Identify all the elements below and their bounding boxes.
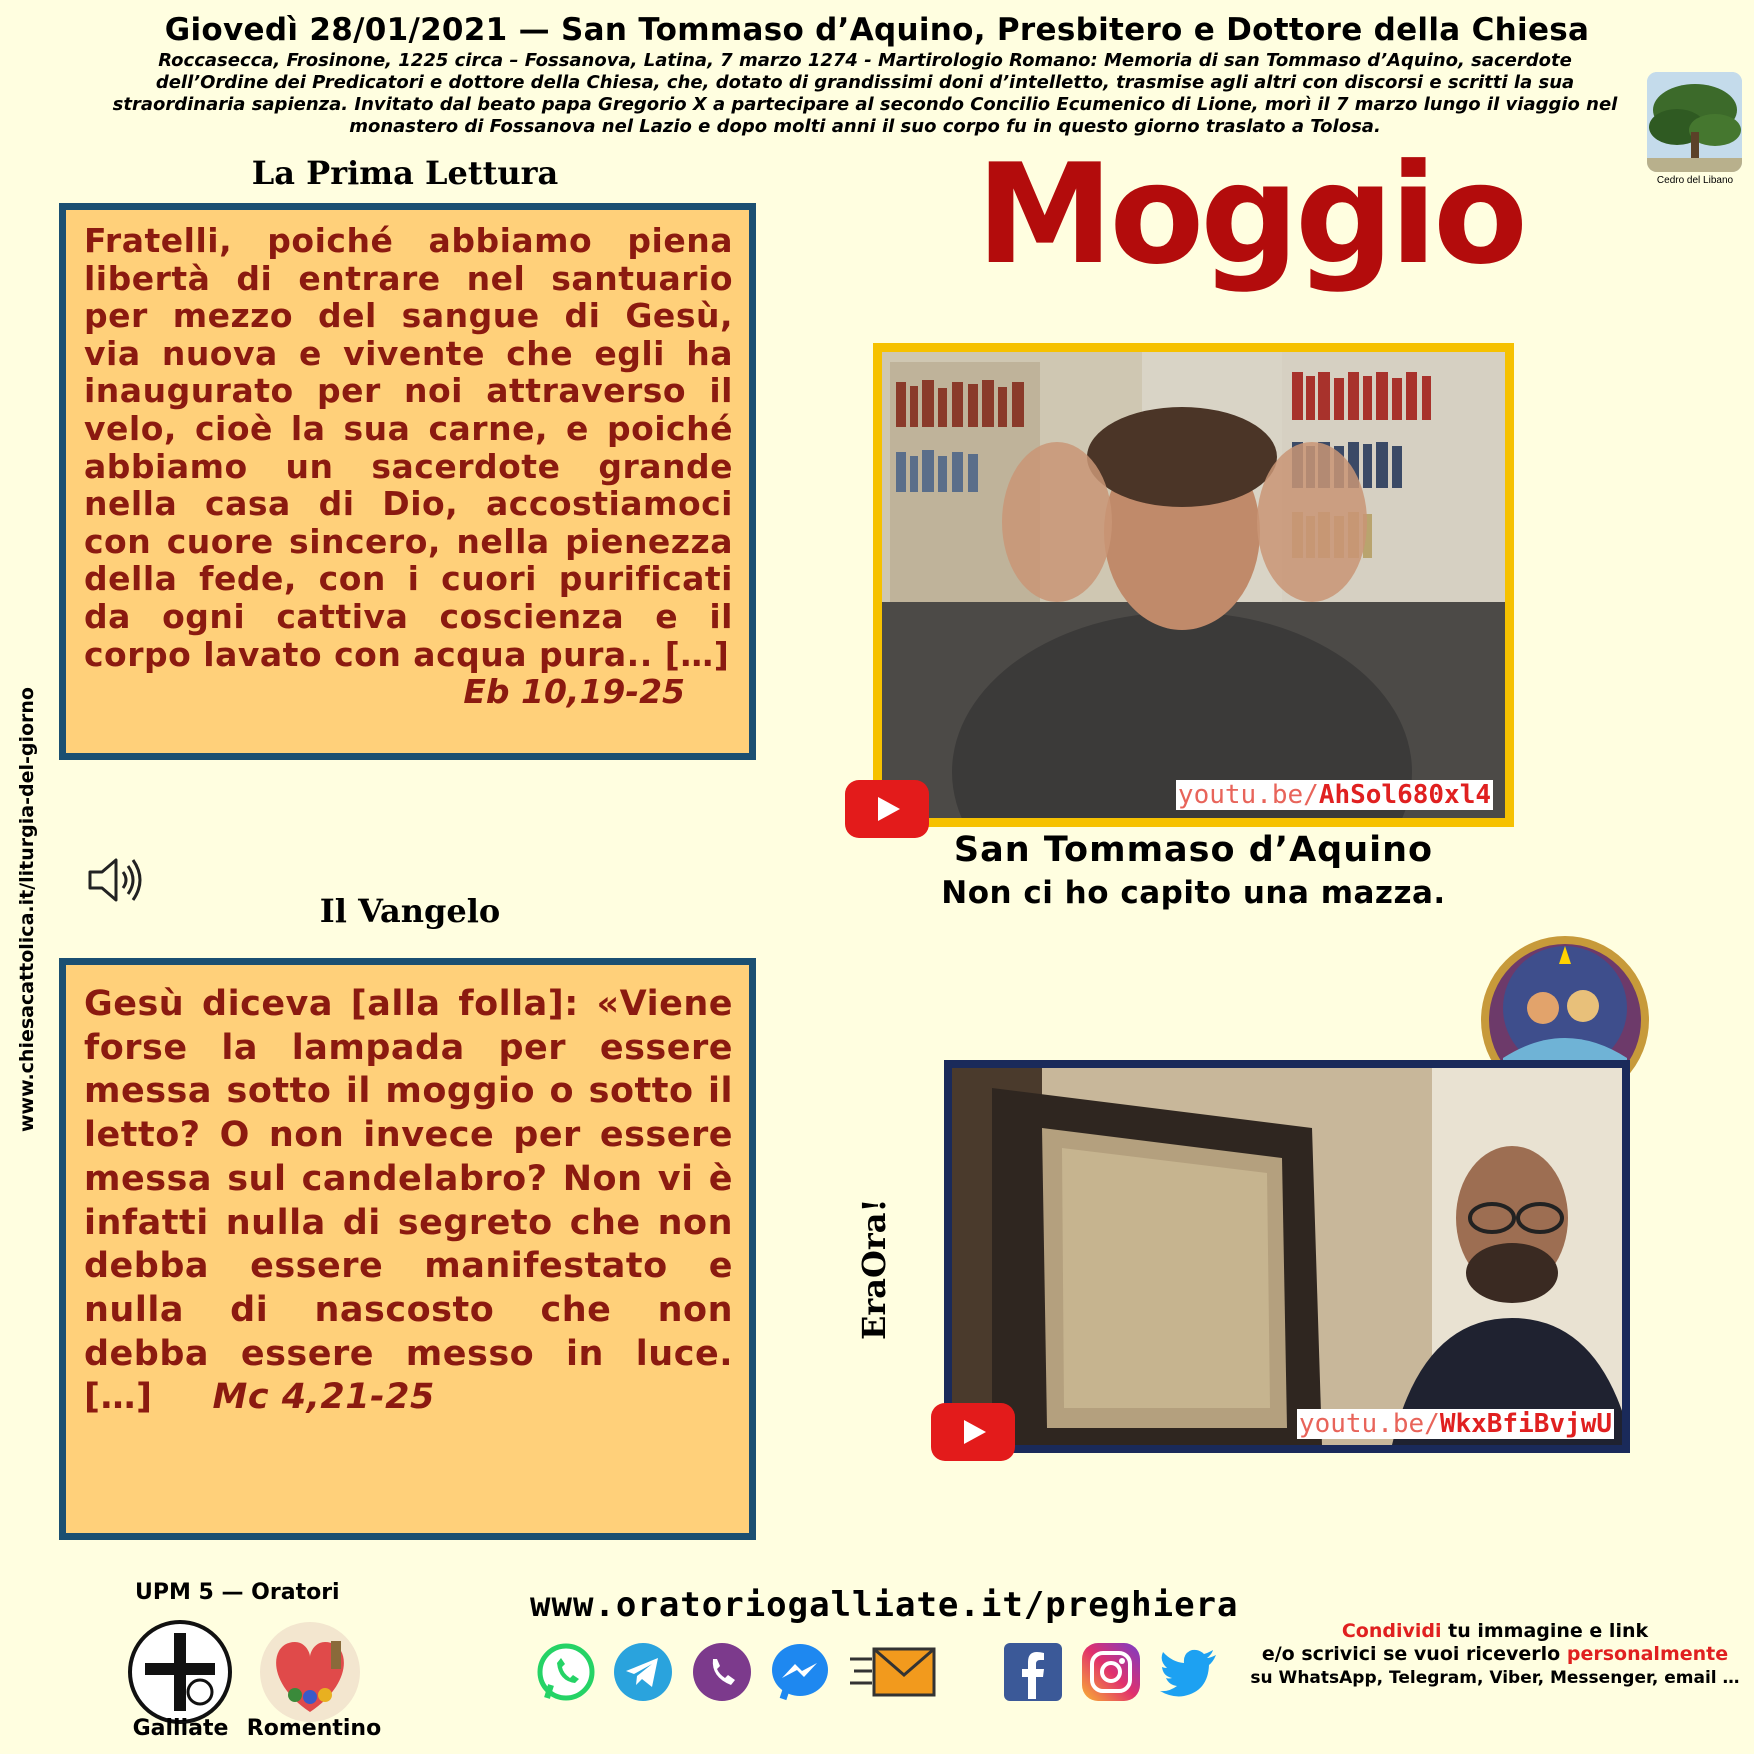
photo-caption: Cedro del Libano (1656, 175, 1734, 186)
video-2-link-id: WkxBfiBvjwU (1439, 1409, 1612, 1439)
viber-icon[interactable] (691, 1641, 753, 1703)
share-text-1: tu immagine e link (1441, 1620, 1649, 1642)
video-1-link[interactable] (1176, 780, 1493, 810)
liturgy-link[interactable]: www.chiesacattolica.it/liturgia-del-giorno (16, 687, 38, 1132)
footer-share-text (1230, 1620, 1754, 1690)
footer-galliate-label: Galliate (132, 1716, 229, 1741)
gospel-text (84, 983, 733, 1420)
email-icon[interactable] (850, 1641, 938, 1703)
share-highlight: Condividi (1341, 1620, 1442, 1642)
galliate-oratory-logo[interactable] (125, 1617, 235, 1727)
video-1-link-id: AhSol680xl4 (1318, 780, 1491, 810)
youtube-play-icon[interactable] (931, 1403, 1015, 1461)
share-text-3: su WhatsApp, Telegram, Viber, Messenger, email … (1250, 1668, 1740, 1688)
footer-website-link[interactable]: www.oratoriogalliate.it/preghiera (530, 1585, 1239, 1625)
video-2-scene (952, 1068, 1622, 1445)
video-thumbnail-1[interactable] (873, 343, 1514, 827)
main-title: Moggio (976, 134, 1524, 295)
facebook-icon[interactable] (1002, 1641, 1064, 1703)
share-highlight-2: personalmente (1566, 1643, 1729, 1665)
video-thumbnail-2[interactable] (944, 1060, 1630, 1453)
video-1-scene (882, 352, 1505, 818)
instagram-icon[interactable] (1080, 1641, 1142, 1703)
page-title: Giovedì 28/01/2021 — San Tommaso d’Aquino, Presbitero e Dottore della Chiesa (164, 12, 1590, 48)
romentino-oratory-logo[interactable] (255, 1617, 365, 1727)
video-2-link[interactable] (1297, 1409, 1614, 1439)
first-reading-reference: Eb 10,19-25 (463, 672, 685, 712)
telegram-icon[interactable] (612, 1641, 674, 1703)
first-reading-text: Fratelli, poiché abbiamo piena libertà di entrare nel santuario per mezzo del sangue di Gesù, via nuova e vivente che egli ha inaugurato per noi attraverso il velo, cioè la sua carne, e poiché abbiamo un sacerdote grande nella casa di Dio, accostiamoci con cuore sincero, nella pienezza della fede, con i cuori purificati da ogni cattiva coscienza e il corpo lavato con acqua pura.. […] (84, 221, 733, 674)
saint-description: Roccasecca, Frosinone, 1225 circa – Fossanova, Latina, 7 marzo 1274 - Martirologio Romano: Memoria di san Tommaso d’Aquino, sacerdote dell’Ordine dei Predicatori e dottore della Chiesa, che, dotato di grandissimi doni d’intelletto, trasmise agli altri con discorsi e scritti la sua straordinaria sapienza. Invitato dal beato papa Gregorio X a partecipare al secondo Concilio Ecumenico di Lione, morì il 7 marzo lungo il viaggio nel monastero di Fossanova nel Lazio e dopo molti anni il suo corpo fu in questo giorno traslato a Tolosa. (112, 50, 1618, 137)
cedar-photo (1647, 72, 1742, 172)
first-reading-heading: La Prima Lettura (251, 154, 559, 192)
video-1-title: San Tommaso d’Aquino (953, 830, 1434, 870)
video-2-link-prefix: youtu.be/ (1298, 1409, 1440, 1439)
first-reading-box (59, 203, 756, 760)
share-text-2: e/o scrivici se vuoi riceverlo (1261, 1643, 1567, 1665)
video-1-link-prefix: youtu.be/ (1177, 780, 1319, 810)
gospel-reference: Mc 4,21-25 (212, 1377, 435, 1418)
speaker-icon[interactable] (86, 855, 146, 905)
video-2-label: EraOra! (855, 1198, 893, 1340)
video-1-subtitle: Non ci ho capito una mazza. (941, 875, 1446, 911)
footer-upm-label: UPM 5 — Oratori (135, 1580, 340, 1605)
gospel-text-body: Gesù diceva [alla folla]: «Viene forse la lampada per essere messa sotto il moggio o sotto il letto? O non invece per essere messa sul candelabro? Non vi è infatti nulla di segreto che non debba essere manifestato e nulla di nascosto che non debba essere messo in luce. […] (84, 984, 733, 1418)
twitter-icon[interactable] (1158, 1641, 1220, 1703)
messenger-icon[interactable] (769, 1641, 831, 1703)
whatsapp-icon[interactable] (535, 1641, 597, 1703)
footer-romentino-label: Romentino (246, 1716, 382, 1741)
gospel-box (59, 958, 756, 1540)
gospel-heading: Il Vangelo (319, 892, 501, 930)
